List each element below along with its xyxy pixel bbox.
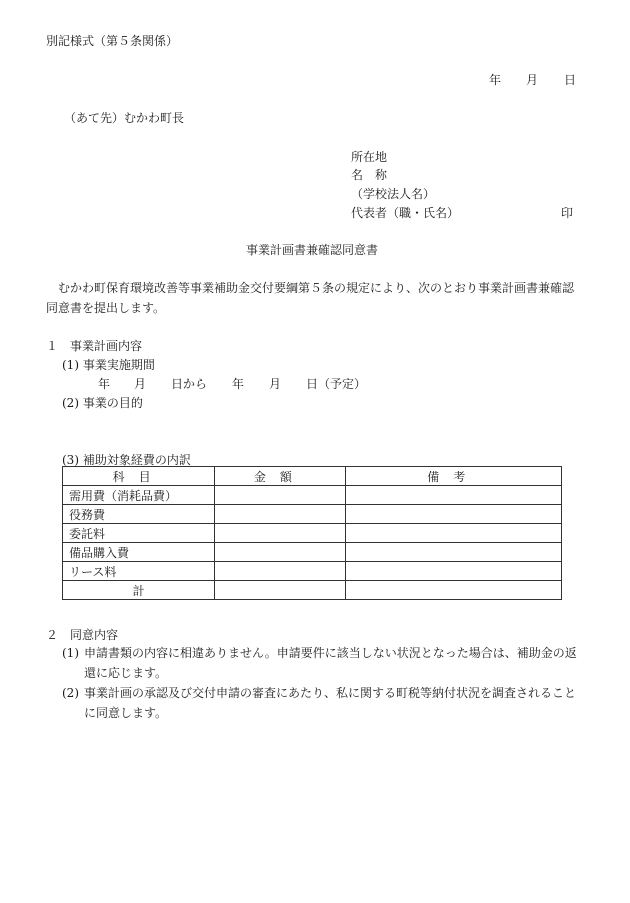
section2-heading: ２ 同意内容 [46,628,119,642]
consent-item2: 事業計画の承認及び交付申請の審査にあたり、私に関する町税等納付状況を調査されることに同意します。 [84,686,577,720]
row-subject: リース料 [63,562,215,581]
table-row [63,486,562,505]
form-label: 別記様式（第５条関係） [46,34,179,48]
consent-item2-number: (2) [62,686,79,700]
row-subject: 委託料 [63,524,215,543]
header-subject: 科目 [63,467,215,486]
applicant-address-label: 所在地 [351,150,388,164]
row-subject: 役務費 [63,505,215,524]
document-title: 事業計画書兼確認同意書 [246,243,379,257]
intro-paragraph: むかわ町保育環境改善等事業補助金交付要綱第５条の規定により、次のとおり事業計画書兼確認同意書を提出します。 [46,281,575,315]
applicant-school-label: （学校法人名） [351,187,436,201]
expense-table [62,466,562,600]
consent-item1: 申請書類の内容に相違ありません。申請要件に該当しない状況となった場合は、補助金の返還に応じます。 [84,646,577,680]
applicant-representative-label: 代表者（職・氏名） [351,206,460,220]
row-amount-cell [215,562,345,581]
row-remarks-cell [345,505,561,524]
date-day: 日 [564,73,577,87]
total-amount-cell [215,581,345,600]
table-row [63,524,562,543]
total-remarks-cell [345,581,561,600]
expense-breakdown-label: (3) 補助対象経費の内訳 [62,453,191,467]
period-start-month: 月 [134,377,147,391]
row-subject: 備品購入費 [63,543,215,562]
row-amount-cell [215,486,345,505]
section1-heading: １ 事業計画内容 [46,339,143,353]
period-end-day: 日（予定） [306,377,367,391]
period-start-year: 年 [98,377,111,391]
seal-mark: 印 [561,206,574,220]
period-end-month: 月 [269,377,282,391]
addressee: （あて先）むかわ町長 [64,111,185,125]
table-row [63,562,562,581]
row-amount-cell [215,524,345,543]
table-total-row [63,581,562,600]
row-subject: 需用費（消耗品費） [63,486,215,505]
period-start-day: 日から [171,377,208,391]
header-amount: 金額 [215,467,345,486]
row-amount-cell [215,543,345,562]
period-end-year: 年 [232,377,245,391]
row-amount-cell [215,505,345,524]
header-remarks: 備考 [345,467,561,486]
period-label: (1) 事業実施期間 [62,358,155,372]
purpose-label: (2) 事業の目的 [62,396,143,410]
row-remarks-cell [345,562,561,581]
row-remarks-cell [345,486,561,505]
table-row [63,505,562,524]
consent-item1-number: (1) [62,646,79,660]
table-row [63,543,562,562]
row-remarks-cell [345,524,561,543]
total-label: 計 [63,581,215,600]
date-month: 月 [526,73,539,87]
date-year: 年 [489,73,502,87]
row-remarks-cell [345,543,561,562]
applicant-name-label: 名 称 [351,168,388,182]
table-header-row [63,467,562,486]
